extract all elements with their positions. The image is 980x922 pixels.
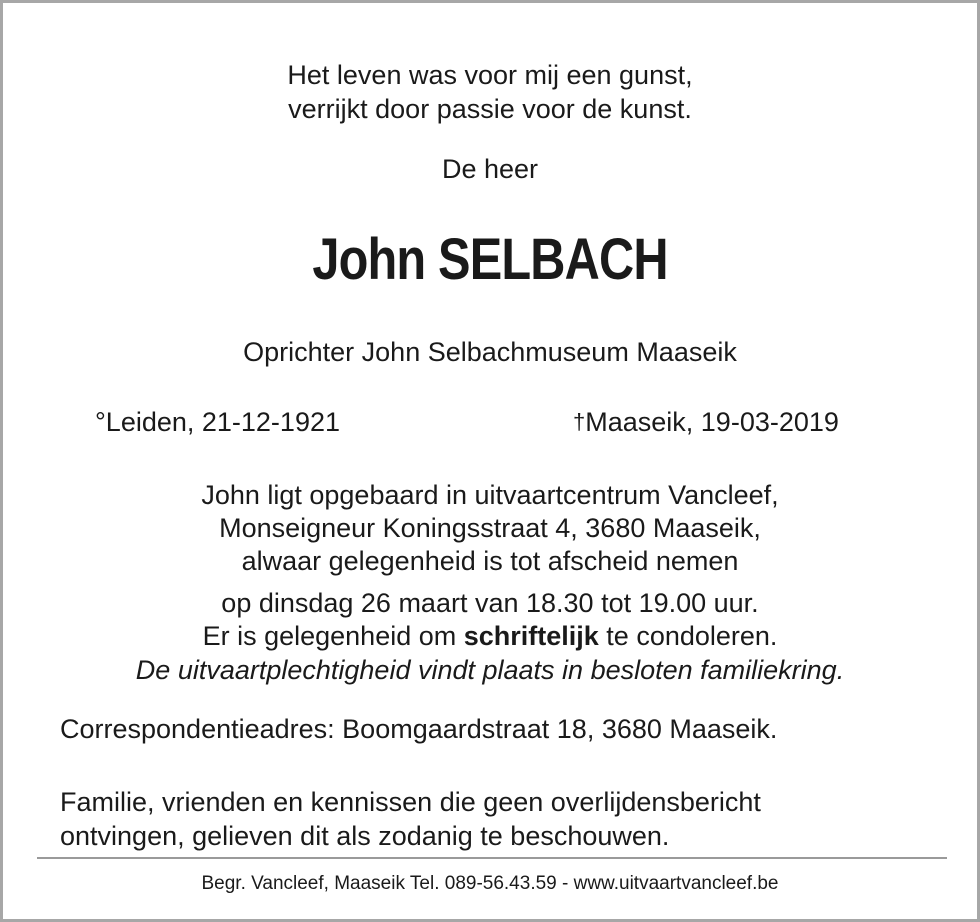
condolence-pre: Er is gelegenheid om (202, 621, 464, 651)
notice-line-2: ontvingen, gelieven dit als zodanig te beschouwen. (60, 821, 670, 851)
salutation: De heer (441, 154, 539, 184)
condolence-bold: schriftelijk (463, 621, 599, 651)
poem-line-2: verrijkt door passie voor de kunst. (288, 94, 692, 124)
death-info (573, 405, 839, 439)
footer-divider (37, 857, 947, 859)
correspondence-address: Correspondentieadres: Boomgaardstraat 18, 3680 Maaseik. (60, 714, 778, 744)
poem-line-1: Het leven was voor mij een gunst, (287, 60, 693, 90)
footer-text: Begr. Vancleef, Maaseik Tel. 089-56.43.59 - www.uitvaartvancleef.be (201, 873, 779, 894)
birth-info: °Leiden, 21-12-1921 (95, 407, 340, 437)
deceased-title: Oprichter John Selbachmuseum Maaseik (243, 337, 737, 367)
details-line-3: alwaar gelegenheid is tot afscheid nemen (241, 546, 739, 576)
details-line-4: op dinsdag 26 maart van 18.30 tot 19.00 uur. (221, 588, 759, 618)
details-line-5 (3, 619, 977, 653)
details-line-2: Monseigneur Koningsstraat 4, 3680 Maaseik, (219, 513, 761, 543)
condolence-post: te condoleren. (598, 621, 778, 651)
deceased-name: John SELBACH (312, 227, 668, 292)
cross-icon: † (573, 409, 586, 434)
details-line-6: De uitvaartplechtigheid vindt plaats in besloten familiekring. (135, 655, 845, 685)
death-text: Maaseik, 19-03-2019 (585, 407, 839, 437)
notice-line-1: Familie, vrienden en kennissen die geen overlijdensbericht (60, 787, 761, 817)
details-line-1: John ligt opgebaard in uitvaartcentrum Vancleef, (201, 480, 779, 510)
